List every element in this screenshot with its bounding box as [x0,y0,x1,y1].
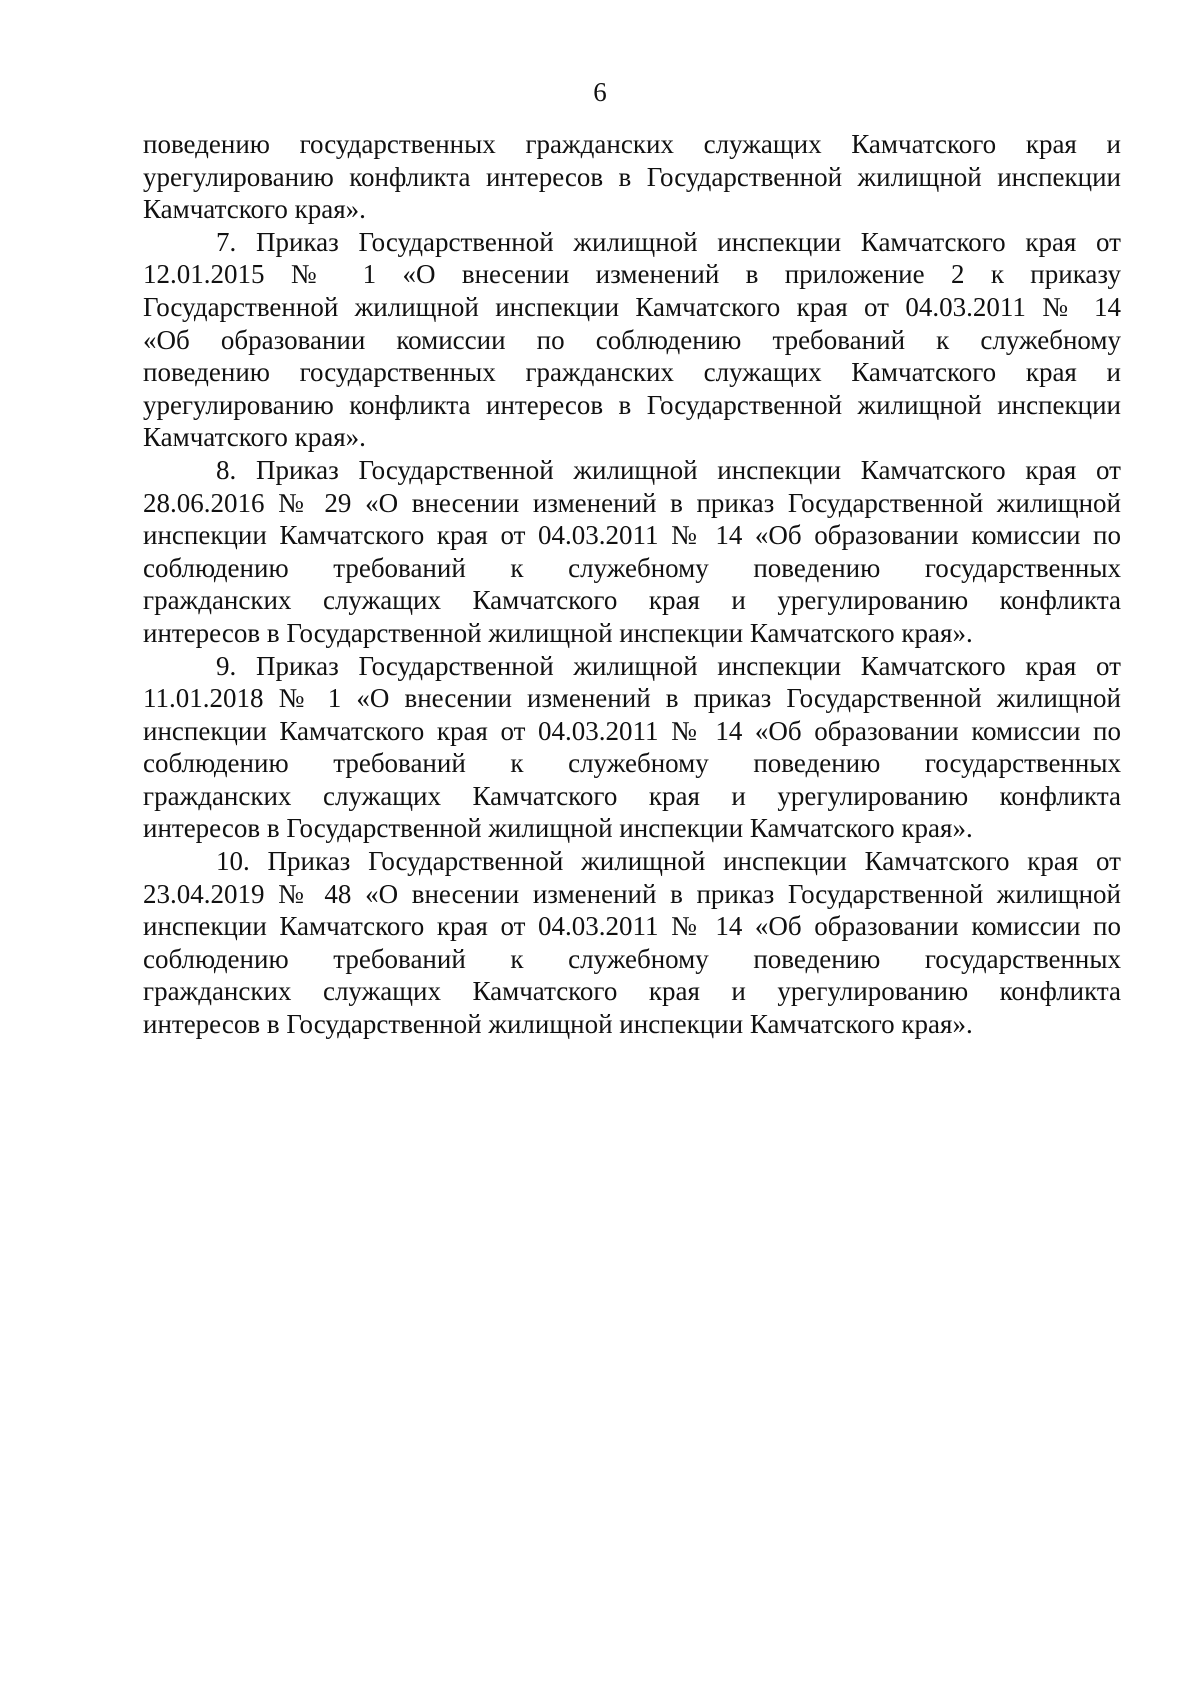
text-line: поведению государственных гражданских служащих Камчатского края и [143,129,1121,159]
text-line: Государственной жилищной инспекции Камчатского края от 04.03.2011 № 14 [143,291,1121,322]
text-line: поведению государственных гражданских служащих Камчатского края и [143,357,1121,388]
text-line: 9. Приказ Государственной жилищной инспекции Камчатского края от [216,650,1121,681]
text-line: соблюдению требований к служебному поведению государственных [143,552,1121,583]
text-line: 8. Приказ Государственной жилищной инспекции Камчатского края от [216,454,1121,485]
document-body [143,128,1121,1041]
paragraph-7 [143,226,1121,454]
text-line: интересов в Государственной жилищной инспекции Камчатского края». [143,617,973,648]
text-line: «Об образовании комиссии по соблюдению требований к служебному [143,324,1121,355]
text-line: гражданских служащих Камчатского края и урегулированию конфликта [143,780,1121,811]
text-line: гражданских служащих Камчатского края и урегулированию конфликта [143,976,1121,1007]
text-line: инспекции Камчатского края от 04.03.2011 № 14 «Об образовании комиссии по [143,520,1121,551]
text-line: 23.04.2019 № 48 «О внесении изменений в приказ Государственной жилищной [143,878,1121,909]
text-line: интересов в Государственной жилищной инспекции Камчатского края». [143,1009,973,1040]
text-line: 12.01.2015 № 1 «О внесении изменений в приложение 2 к приказу [143,259,1121,290]
text-line: гражданских служащих Камчатского края и урегулированию конфликта [143,585,1121,616]
text-line: Камчатского края». [143,422,366,453]
text-line: урегулированию конфликта интересов в Государственной жилищной инспекции [143,389,1121,420]
text-line: Камчатского края». [143,194,366,225]
paragraph-9 [143,650,1121,846]
text-line: урегулированию конфликта интересов в Государственной жилищной инспекции [143,161,1121,192]
text-line: соблюдению требований к служебному поведению государственных [143,943,1121,974]
paragraph-6-continuation [143,128,1121,226]
page-number: 6 [593,77,607,107]
text-line: 28.06.2016 № 29 «О внесении изменений в приказ Государственной жилищной [143,487,1121,518]
paragraph-8 [143,454,1121,650]
text-line: соблюдению требований к служебному поведению государственных [143,748,1121,779]
text-line: 7. Приказ Государственной жилищной инспекции Камчатского края от [216,226,1121,257]
text-line: инспекции Камчатского края от 04.03.2011 № 14 «Об образовании комиссии по [143,715,1121,746]
text-line: интересов в Государственной жилищной инспекции Камчатского края». [143,813,973,844]
text-line: 10. Приказ Государственной жилищной инспекции Камчатского края от [216,846,1121,877]
paragraph-10 [143,845,1121,1041]
text-line: инспекции Камчатского края от 04.03.2011 № 14 «Об образовании комиссии по [143,911,1121,942]
text-line: 11.01.2018 № 1 «О внесении изменений в приказ Государственной жилищной [143,683,1121,714]
